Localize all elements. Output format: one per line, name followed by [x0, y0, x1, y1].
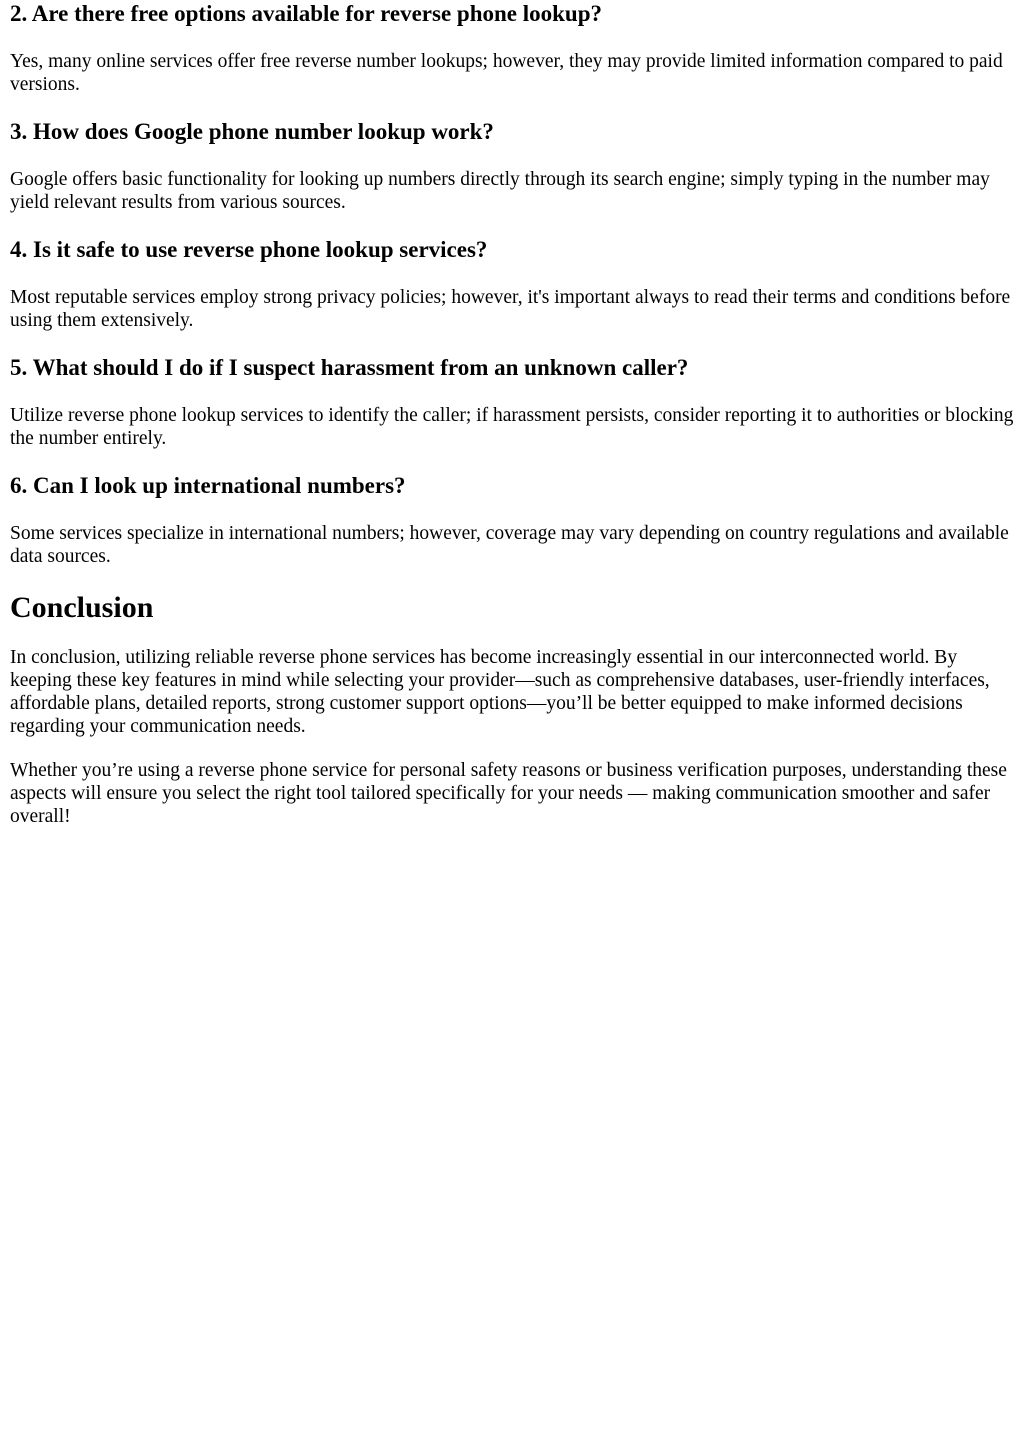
faq-question-5: 5. What should I do if I suspect harassment from an unknown caller? [10, 355, 689, 380]
faq-answer-4: Most reputable services employ strong privacy policies; however, it's important always to read their terms and conditions before using them extensively. [10, 287, 1011, 331]
faq-answer-6: Some services specialize in international numbers; however, coverage may vary depending on country regulations and available data sources. [10, 523, 1009, 567]
faq-question-2: 2. Are there free options available for reverse phone lookup? [10, 1, 603, 26]
faq-answer-2: Yes, many online services offer free reverse number lookups; however, they may provide limited information compared to paid versions. [10, 51, 1003, 95]
faq-question-3: 3. How does Google phone number lookup work? [10, 119, 494, 144]
conclusion-heading: Conclusion [10, 591, 154, 624]
conclusion-paragraph-2: Whether you’re using a reverse phone service for personal safety reasons or business verification purposes, understanding these aspects will ensure you select the right tool tailored specifically for your needs — making communication smoother and safer overall! [10, 760, 1007, 827]
faq-answer-5: Utilize reverse phone lookup services to identify the caller; if harassment persists, consider reporting it to authorities or blocking the number entirely. [10, 405, 1014, 449]
faq-question-6: 6. Can I look up international numbers? [10, 473, 406, 498]
faq-question-4: 4. Is it safe to use reverse phone lookup services? [10, 237, 488, 262]
faq-answer-3: Google offers basic functionality for looking up numbers directly through its search engine; simply typing in the number may yield relevant results from various sources. [10, 169, 990, 213]
conclusion-paragraph-1: In conclusion, utilizing reliable reverse phone services has become increasingly essential in our interconnected world. By keeping these key features in mind while selecting your provider—such as comprehensive databases, user-friendly interfaces, affordable plans, detailed reports, strong customer support options—you’ll be better equipped to make informed decisions regarding your communication needs. [10, 647, 990, 737]
